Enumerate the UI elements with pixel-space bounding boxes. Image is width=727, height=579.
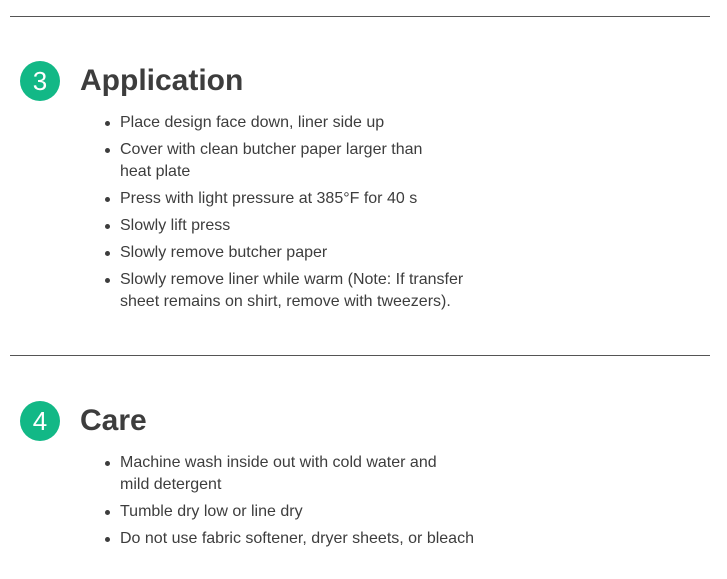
- list-item: Slowly lift press: [120, 215, 520, 237]
- middle-divider: [10, 355, 710, 356]
- application-title: Application: [80, 64, 244, 97]
- list-item: Machine wash inside out with cold water and mild detergent: [120, 452, 520, 496]
- list-item: Tumble dry low or line dry: [120, 501, 520, 523]
- list-item: Place design face down, liner side up: [120, 112, 520, 134]
- list-item: Slowly remove liner while warm (Note: If transfer sheet remains on shirt, remove with tweezers).: [120, 269, 520, 313]
- list-item: Slowly remove butcher paper: [120, 242, 520, 264]
- application-header: [20, 61, 243, 101]
- care-header: [20, 401, 147, 441]
- application-steps-list: [120, 112, 520, 318]
- list-item: Press with light pressure at 385°F for 40 s: [120, 188, 520, 210]
- list-item: Do not use fabric softener, dryer sheets, or bleach: [120, 528, 520, 550]
- step-number-badge: 4: [20, 401, 60, 441]
- top-divider: [10, 16, 710, 17]
- care-steps-list: [120, 452, 520, 555]
- care-title: Care: [80, 404, 147, 437]
- list-item: Cover with clean butcher paper larger than heat plate: [120, 139, 520, 183]
- step-number-badge: 3: [20, 61, 60, 101]
